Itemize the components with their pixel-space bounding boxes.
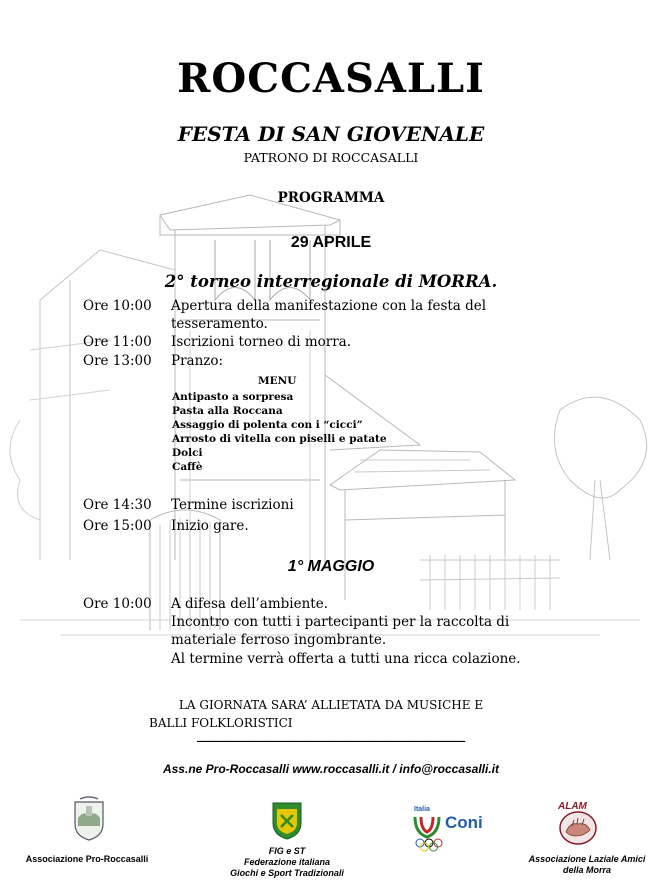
coni-rings-icon (414, 838, 444, 852)
fig-caption-line: FIG e ST (268, 846, 306, 856)
schedule-text: Inizio gare. (171, 518, 249, 534)
schedule-text: Pranzo: (171, 353, 224, 369)
fig-caption (214, 846, 360, 879)
fig-caption-line: Federazione italiana (243, 857, 331, 867)
schedule-line (83, 650, 541, 668)
fig-caption-line: Giochi e Sport Tradizionali (230, 868, 344, 878)
menu-title: MENU (258, 375, 297, 387)
crest-icon (72, 796, 106, 842)
entertainment-note-line2: BALLI FOLKLORISTICI (149, 716, 293, 730)
alam-hand-icon (558, 810, 598, 846)
schedule-row (83, 333, 541, 351)
programma-heading: PROGRAMMA (277, 190, 385, 206)
schedule-line (83, 613, 541, 631)
day1-date: 29 APRILE (290, 234, 372, 251)
pro-roccasalli-caption: Associazione Pro-Roccasalli (25, 854, 149, 864)
schedule-text: Incontro con tutti i partecipanti per la raccolta di (171, 614, 510, 630)
schedule-time: Ore 10:00 (83, 596, 152, 612)
divider-rule: _______________________________________________ (197, 728, 465, 742)
schedule-text: A difesa dell’ambiente. (171, 596, 329, 612)
schedule-line (83, 631, 541, 649)
schedule-text: materiale ferroso ingombrante. (171, 632, 387, 648)
schedule-row (83, 496, 541, 514)
contacts-line[interactable]: Ass.ne Pro-Roccasalli www.roccasalli.it / info@roccasalli.it (162, 762, 500, 776)
schedule-text: Apertura della manifestazione con la festa del tesseramento. (171, 298, 487, 332)
schedule-time: Ore 13:00 (83, 353, 152, 369)
schedule-text: Al termine verrà offerta a tutti una ricca colazione. (171, 651, 521, 667)
schedule-row (83, 517, 541, 535)
day2-date: 1° MAGGIO (287, 558, 375, 575)
menu-item: Arrosto di vitella con piselli e patate (172, 433, 387, 445)
schedule-time: Ore 14:30 (83, 497, 152, 513)
patron-subtitle: PATRONO DI ROCCASALLI (243, 150, 419, 165)
schedule-text: Termine iscrizioni (171, 497, 294, 513)
schedule-row (83, 352, 541, 370)
fig-shield-icon (271, 801, 303, 841)
menu-item: Caffè (172, 461, 203, 473)
alam-badge-text: ALAM (558, 801, 587, 812)
menu-item: Antipasto a sorpresa (172, 391, 294, 403)
coni-italia-label: Italia (414, 806, 430, 813)
menu-item: Assaggio di polenta con i “cicci” (172, 419, 363, 431)
coni-wordmark: Coni (445, 813, 483, 832)
entertainment-note-line1: LA GIORNATA SARA’ ALLIETATA DA MUSICHE E (178, 698, 484, 712)
schedule-text: Iscrizioni torneo di morra. (171, 334, 351, 350)
schedule-time: Ore 15:00 (83, 518, 152, 534)
alam-caption (516, 854, 658, 876)
schedule-row (83, 595, 541, 613)
alam-caption-line: Associazione Laziale Amici (528, 854, 646, 864)
menu-item: Pasta alla Roccana (172, 405, 283, 417)
schedule-time: Ore 10:00 (83, 298, 152, 314)
coni-flag-icon (413, 815, 441, 839)
alam-caption-line: della Morra (562, 865, 611, 875)
schedule-time: Ore 11:00 (83, 334, 152, 350)
day1-event: 2° torneo interregionale di MORRA. (164, 272, 498, 291)
festival-name: FESTA DI SAN GIOVENALE (177, 122, 485, 146)
schedule-row (83, 297, 541, 333)
page-title: ROCCASALLI (177, 55, 485, 102)
menu-item: Dolci (172, 447, 203, 459)
